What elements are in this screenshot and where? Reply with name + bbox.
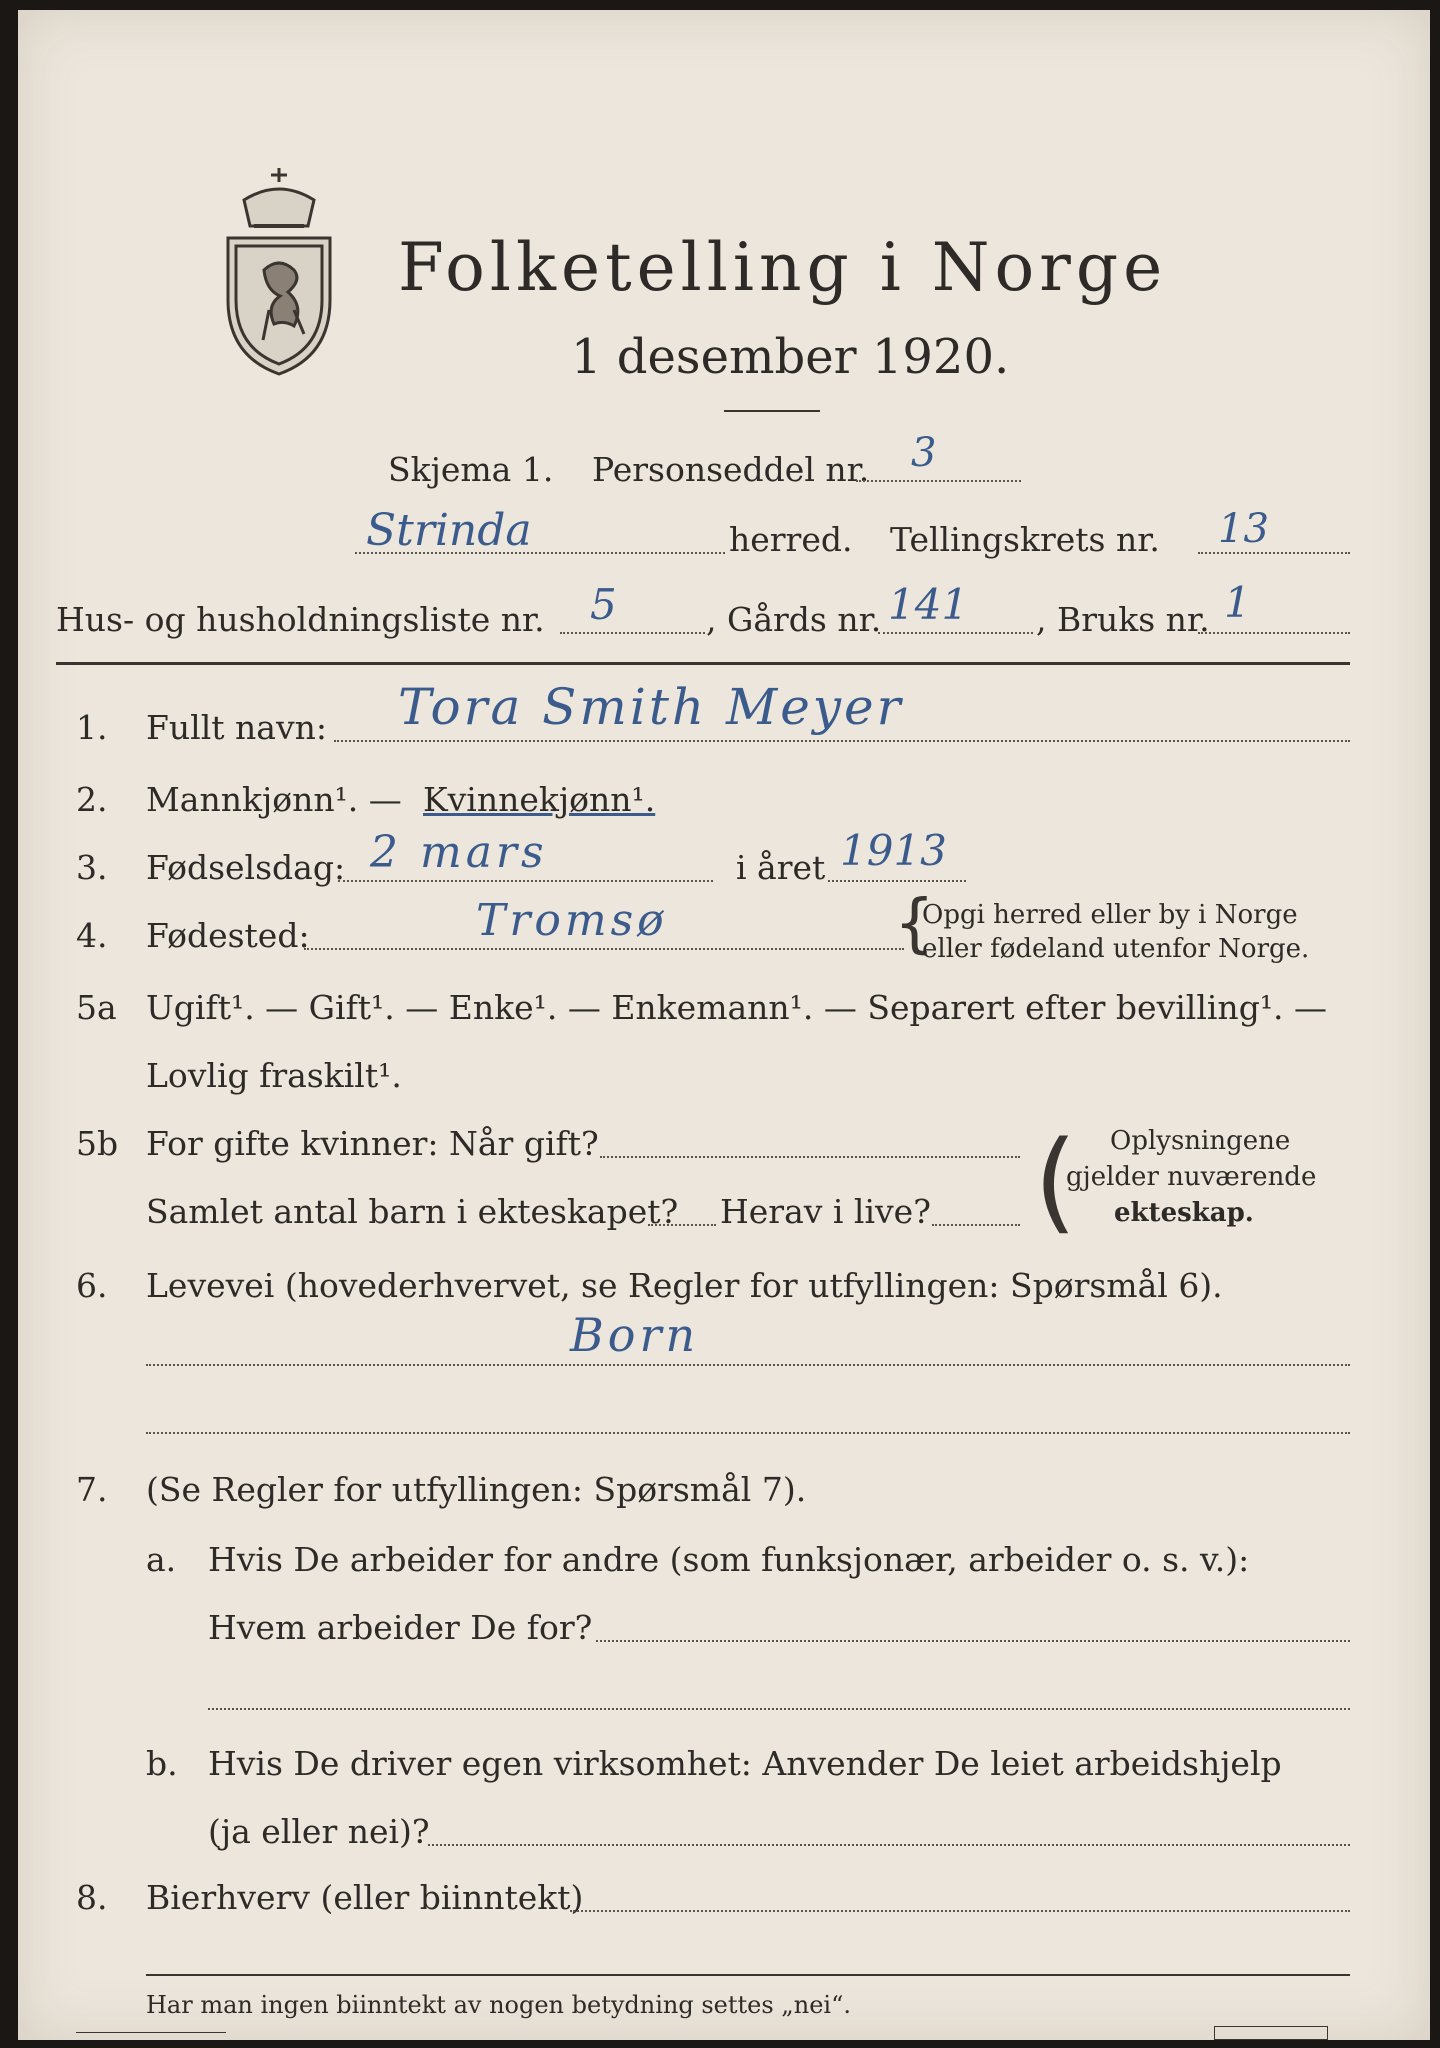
husliste-line — [560, 632, 705, 634]
q3-line — [338, 880, 713, 882]
q3-year-line — [828, 880, 966, 882]
q7-number: 7. — [76, 1470, 108, 1509]
q5b-bracket-left: ( — [1034, 1117, 1077, 1245]
husliste-label: Hus- og husholdningsliste nr. — [56, 600, 545, 639]
husliste-value[interactable]: 5 — [590, 580, 617, 629]
q7a-text-2: Hvem arbeider De for? — [208, 1608, 593, 1647]
q5b-number: 5b — [76, 1124, 119, 1163]
q5b-barn-line — [648, 1224, 716, 1226]
bruks-value[interactable]: 1 — [1224, 578, 1251, 627]
q6-number: 6. — [76, 1266, 108, 1305]
q7b-text-2: (ja eller nei)? — [208, 1812, 430, 1851]
q4-label: Fødested: — [146, 916, 310, 955]
skjema-label: Skjema 1. — [388, 450, 554, 489]
q5a-options-2[interactable]: Lovlig fraskilt¹. — [146, 1056, 402, 1095]
q8-number: 8. — [76, 1878, 108, 1917]
q3-value[interactable]: 2 mars — [370, 827, 548, 878]
q3-number: 3. — [76, 848, 108, 887]
q5b-gift-line — [600, 1156, 1020, 1158]
q5b-label-2: Samlet antal barn i ekteskapet? — [146, 1192, 679, 1231]
q3-year-label: i året — [736, 848, 826, 887]
footer-note: Har man ingen biinntekt av nogen betydning settes „nei“. — [146, 1991, 851, 2019]
tellingskrets-value[interactable]: 13 — [1218, 506, 1269, 552]
q5b-note-2: gjelder nuværende — [1066, 1162, 1317, 1192]
q2-male[interactable]: Mannkjønn¹. — — [146, 780, 402, 819]
q4-brace: { — [894, 887, 935, 961]
q4-note-2: eller fødeland utenfor Norge. — [922, 934, 1310, 964]
q4-line — [304, 948, 904, 950]
q6-label: Levevei (hovederhvervet, se Regler for utfyllingen: Spørsmål 6). — [146, 1266, 1223, 1305]
q4-value[interactable]: Tromsø — [476, 895, 668, 946]
q2-number: 2. — [76, 780, 108, 819]
q1-value[interactable]: Tora Smith Meyer — [398, 678, 904, 736]
form-title: Folketelling i Norge — [398, 229, 1168, 306]
q1-line — [334, 740, 1350, 742]
form-date: 1 desember 1920. — [571, 329, 1010, 385]
title-divider — [724, 410, 820, 412]
gards-label: , Gårds nr. — [706, 600, 882, 639]
q7b-line — [428, 1844, 1350, 1846]
q5a-options[interactable]: Ugift¹. — Gift¹. — Enke¹. — Enkemann¹. — Separert efter bevilling¹. — — [146, 988, 1328, 1027]
footer-divider — [146, 1974, 1350, 1976]
q1-number: 1. — [76, 708, 108, 747]
q2-female-underlined[interactable]: Kvinnekjønn¹. — [423, 780, 656, 819]
q3-year-value[interactable]: 1913 — [840, 826, 947, 875]
gards-line — [878, 632, 1033, 634]
q5b-live-line — [932, 1224, 1020, 1226]
herred-label: herred. — [729, 520, 853, 559]
q5a-number: 5a — [76, 988, 117, 1027]
q6-line-1 — [146, 1364, 1350, 1366]
q4-number: 4. — [76, 916, 108, 955]
bruks-line — [1198, 632, 1350, 634]
q7b-letter: b. — [146, 1744, 178, 1783]
q7b-text-1: Hvis De driver egen virksomhet: Anvender De leiet arbeidshjelp — [208, 1744, 1282, 1783]
q1-label: Fullt navn: — [146, 708, 327, 747]
bruks-label: , Bruks nr. — [1036, 600, 1210, 639]
q6-line-2 — [146, 1432, 1350, 1434]
q7a-letter: a. — [146, 1540, 177, 1579]
q5b-label-1: For gifte kvinner: Når gift? — [146, 1124, 599, 1163]
personseddel-label: Personseddel nr. — [592, 450, 870, 489]
q5b-note-1: Oplysningene — [1110, 1126, 1291, 1156]
q7a-text-1: Hvis De arbeider for andre (som funksjonær, arbeider o. s. v.): — [208, 1540, 1250, 1579]
q8-label: Bierhverv (eller biinntekt) — [146, 1878, 584, 1917]
tellingskrets-label: Tellingskrets nr. — [890, 520, 1160, 559]
q8-line-1 — [570, 1910, 1350, 1912]
q6-value[interactable]: Born — [570, 1308, 700, 1362]
gards-value[interactable]: 141 — [888, 580, 969, 629]
census-form — [18, 10, 1430, 2040]
q5b-note-3: ekteskap. — [1114, 1198, 1254, 1228]
q5b-label-3: Herav i live? — [720, 1192, 931, 1231]
header-divider — [56, 662, 1350, 665]
herred-value[interactable]: Strinda — [366, 505, 532, 556]
q7a-line-1 — [596, 1640, 1350, 1642]
personseddel-value[interactable]: 3 — [911, 430, 937, 476]
coat-of-arms-icon — [214, 160, 344, 382]
footnote-divider — [76, 2032, 226, 2033]
q3-label: Fødselsdag: — [146, 848, 346, 887]
personseddel-line — [856, 480, 1021, 482]
q7a-line-2 — [208, 1708, 1350, 1710]
q7-label: (Se Regler for utfyllingen: Spørsmål 7). — [146, 1470, 807, 1509]
printer-stamp — [1214, 2026, 1328, 2040]
q4-note-1: Opgi herred eller by i Norge — [922, 900, 1298, 930]
